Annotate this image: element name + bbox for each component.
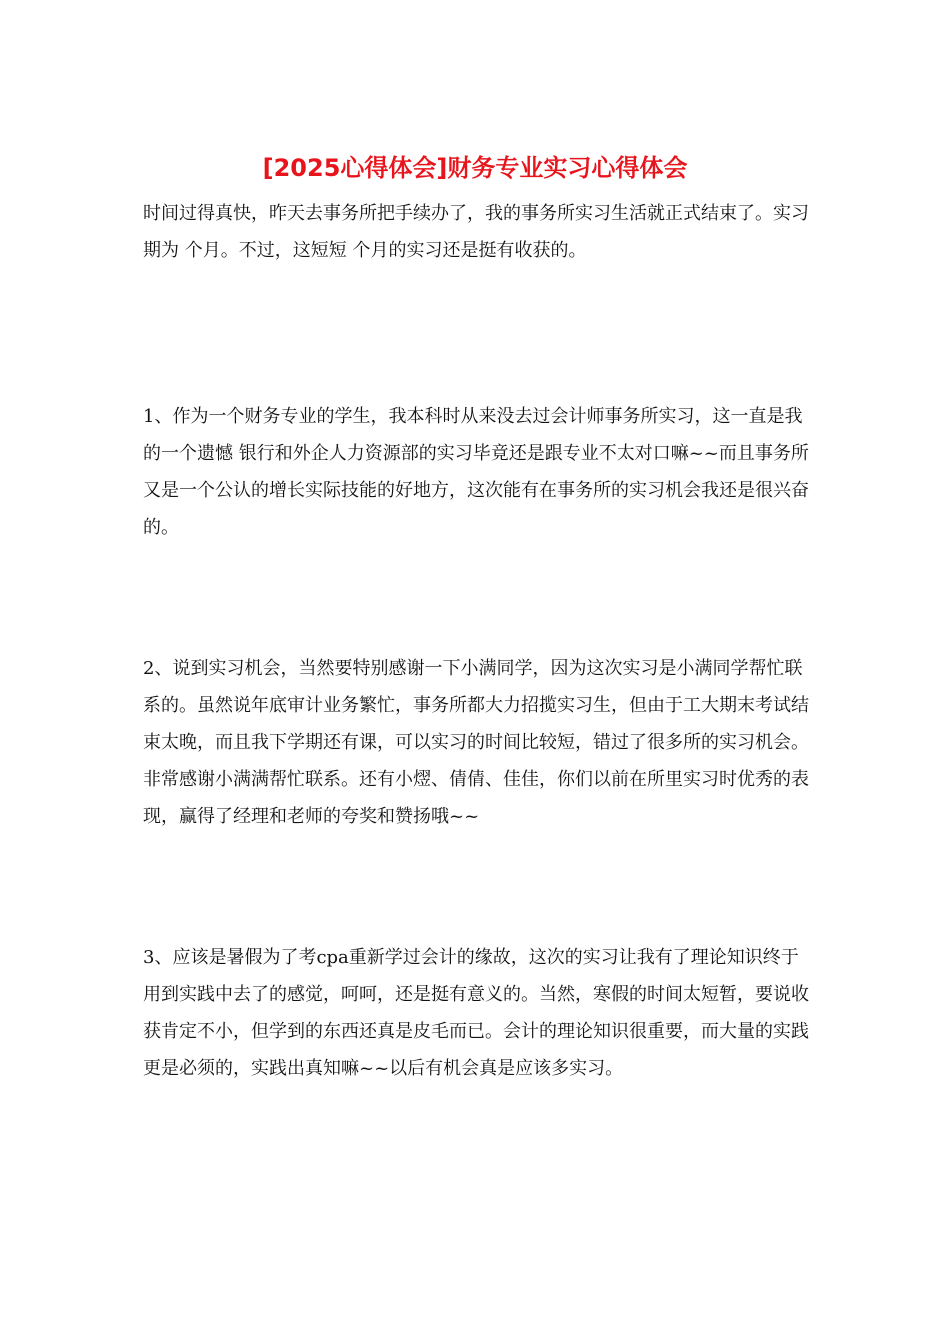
paragraph-intro: 时间过得真快，昨天去事务所把手续办了，我的事务所实习生活就正式结束了。实习期为 个月。不过，这短短 个月的实习还是挺有收获的。 xyxy=(143,203,809,261)
paragraph-3: 3、应该是暑假为了考cpa重新学过会计的缘故，这次的实习让我有了理论知识终于用到实践中去了的感觉，呵呵，还是挺有意义的。当然，寒假的时间太短暂，要说收获肯定不小，但学到的东西还真是皮毛而已。会计的理论知识很重要，而大量的实践更是必须的，实践出真知嘛~~以后有机会真是应该多实习。 xyxy=(143,947,809,1079)
document-title: [2025心得体会]财务专业实习心得体会 xyxy=(262,154,688,182)
paragraph-1: 1、作为一个财务专业的学生，我本科时从来没去过会计师事务所实习，这一直是我的一个遗憾 银行和外企人力资源部的实习毕竟还是跟专业不太对口嘛~~而且事务所又是一个公认的增长实际技能的好地方，这次能有在事务所的实习机会我还是很兴奋的。 xyxy=(143,406,809,538)
paragraph-2: 2、说到实习机会，当然要特别感谢一下小满同学，因为这次实习是小满同学帮忙联系的。虽然说年底审计业务繁忙，事务所都大力招揽实习生，但由于工大期末考试结束太晚，而且我下学期还有课，可以实习的时间比较短，错过了很多所的实习机会。非常感谢小满满帮忙联系。还有小熤、倩倩、佳佳，你们以前在所里实习时优秀的表现，赢得了经理和老师的夸奖和赞扬哦~~ xyxy=(143,658,809,827)
